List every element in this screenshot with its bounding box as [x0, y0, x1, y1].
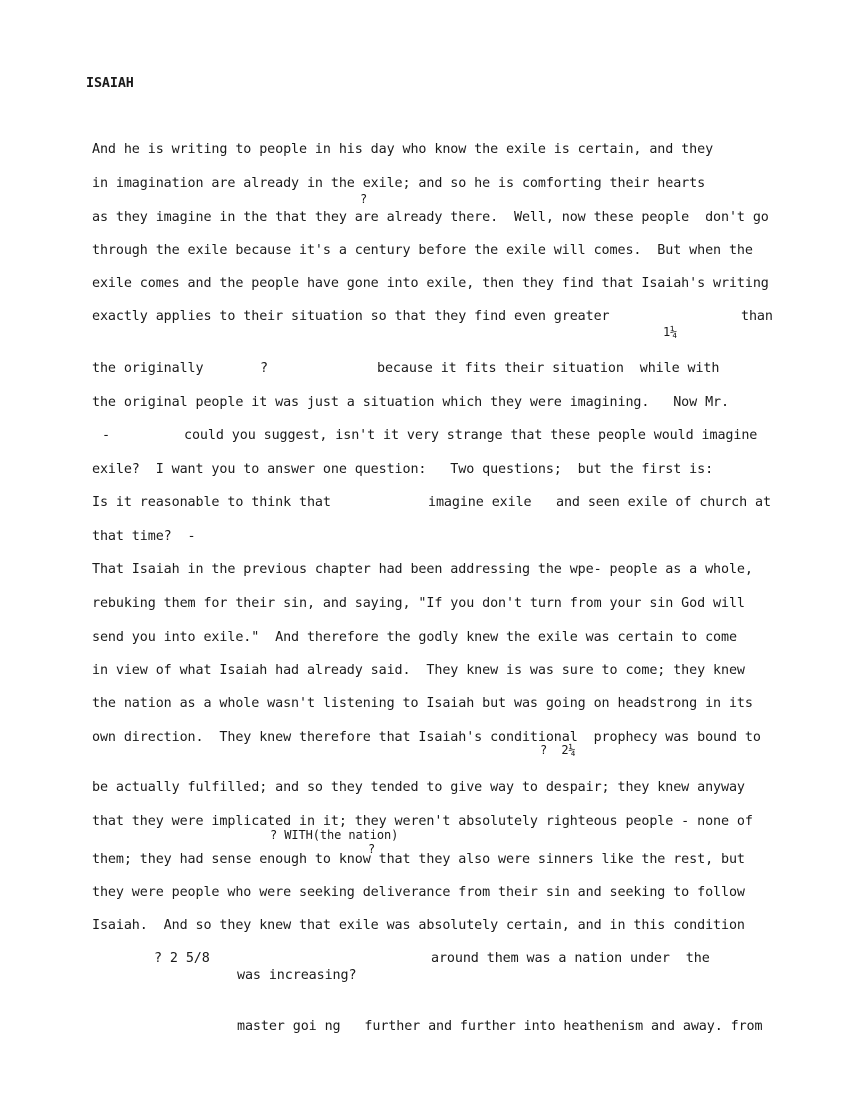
text-line: around them was a nation under the [431, 951, 710, 966]
margin-annotation: ? WITH(the nation) [270, 828, 399, 842]
text-line: that time? - [92, 529, 196, 544]
text-line: Isaiah. And so they knew that exile was absolutely certain, and in this condition [92, 918, 745, 933]
margin-annotation: 1¼ [663, 325, 678, 339]
text-line: was increasing? [237, 968, 357, 983]
text-line: That Isaiah in the previous chapter had been addressing the wpe- people as a whole, [92, 562, 753, 577]
text-line: master goi ng further and further into heathenism and away. from [237, 1019, 763, 1034]
text-line: them; they had sense enough to know that they also were sinners like the rest, but [92, 852, 745, 867]
margin-annotation: ? [368, 842, 376, 856]
text-line: exactly applies to their situation so that they find even greater [92, 309, 610, 324]
text-line: the original people it was just a situation which they were imagining. Now Mr. [92, 395, 729, 410]
text-line: the nation as a whole wasn't listening to Isaiah but was going on headstrong in its [92, 696, 753, 711]
text-line: ? 2 5/8 [154, 951, 210, 966]
text-line: exile? I want you to answer one question: Two questions; but the first is: [92, 462, 714, 477]
text-line: the originally [92, 361, 204, 376]
text-line: exile comes and the people have gone into exile, then they find that Isaiah's writing [92, 276, 769, 291]
margin-annotation: ? [360, 192, 368, 206]
text-line: own direction. They knew therefore that Isaiah's conditional prophecy was bound to [92, 730, 761, 745]
text-line: ? [260, 361, 268, 376]
text-line: - [102, 428, 110, 443]
text-line: because it fits their situation while with [377, 361, 720, 376]
text-line: than [741, 309, 773, 324]
text-line: send you into exile." And therefore the godly knew the exile was certain to come [92, 630, 737, 645]
text-line: they were people who were seeking deliverance from their sin and seeking to follow [92, 885, 745, 900]
page-title: ISAIAH [86, 76, 134, 91]
text-line: as they imagine in the that they are already there. Well, now these people don't go [92, 210, 769, 225]
text-line: imagine exile [428, 495, 532, 510]
text-line: that they were implicated in it; they weren't absolutely righteous people - none of [92, 814, 753, 829]
text-line: in imagination are already in the exile; and so he is comforting their hearts [92, 176, 706, 191]
text-line: could you suggest, isn't it very strange that these people would imagine [184, 428, 758, 443]
text-line: in view of what Isaiah had already said. They knew is was sure to come; they knew [92, 663, 745, 678]
text-line: Is it reasonable to think that [92, 495, 331, 510]
text-line: rebuking them for their sin, and saying, "If you don't turn from your sin God will [92, 596, 745, 611]
text-line: be actually fulfilled; and so they tended to give way to despair; they knew anyway [92, 780, 745, 795]
text-line: through the exile because it's a century before the exile will comes. But when the [92, 243, 753, 258]
margin-annotation: ? 2¼ [540, 743, 576, 757]
text-line: and seen exile of church at [556, 495, 771, 510]
text-line: And he is writing to people in his day who know the exile is certain, and they [92, 142, 714, 157]
